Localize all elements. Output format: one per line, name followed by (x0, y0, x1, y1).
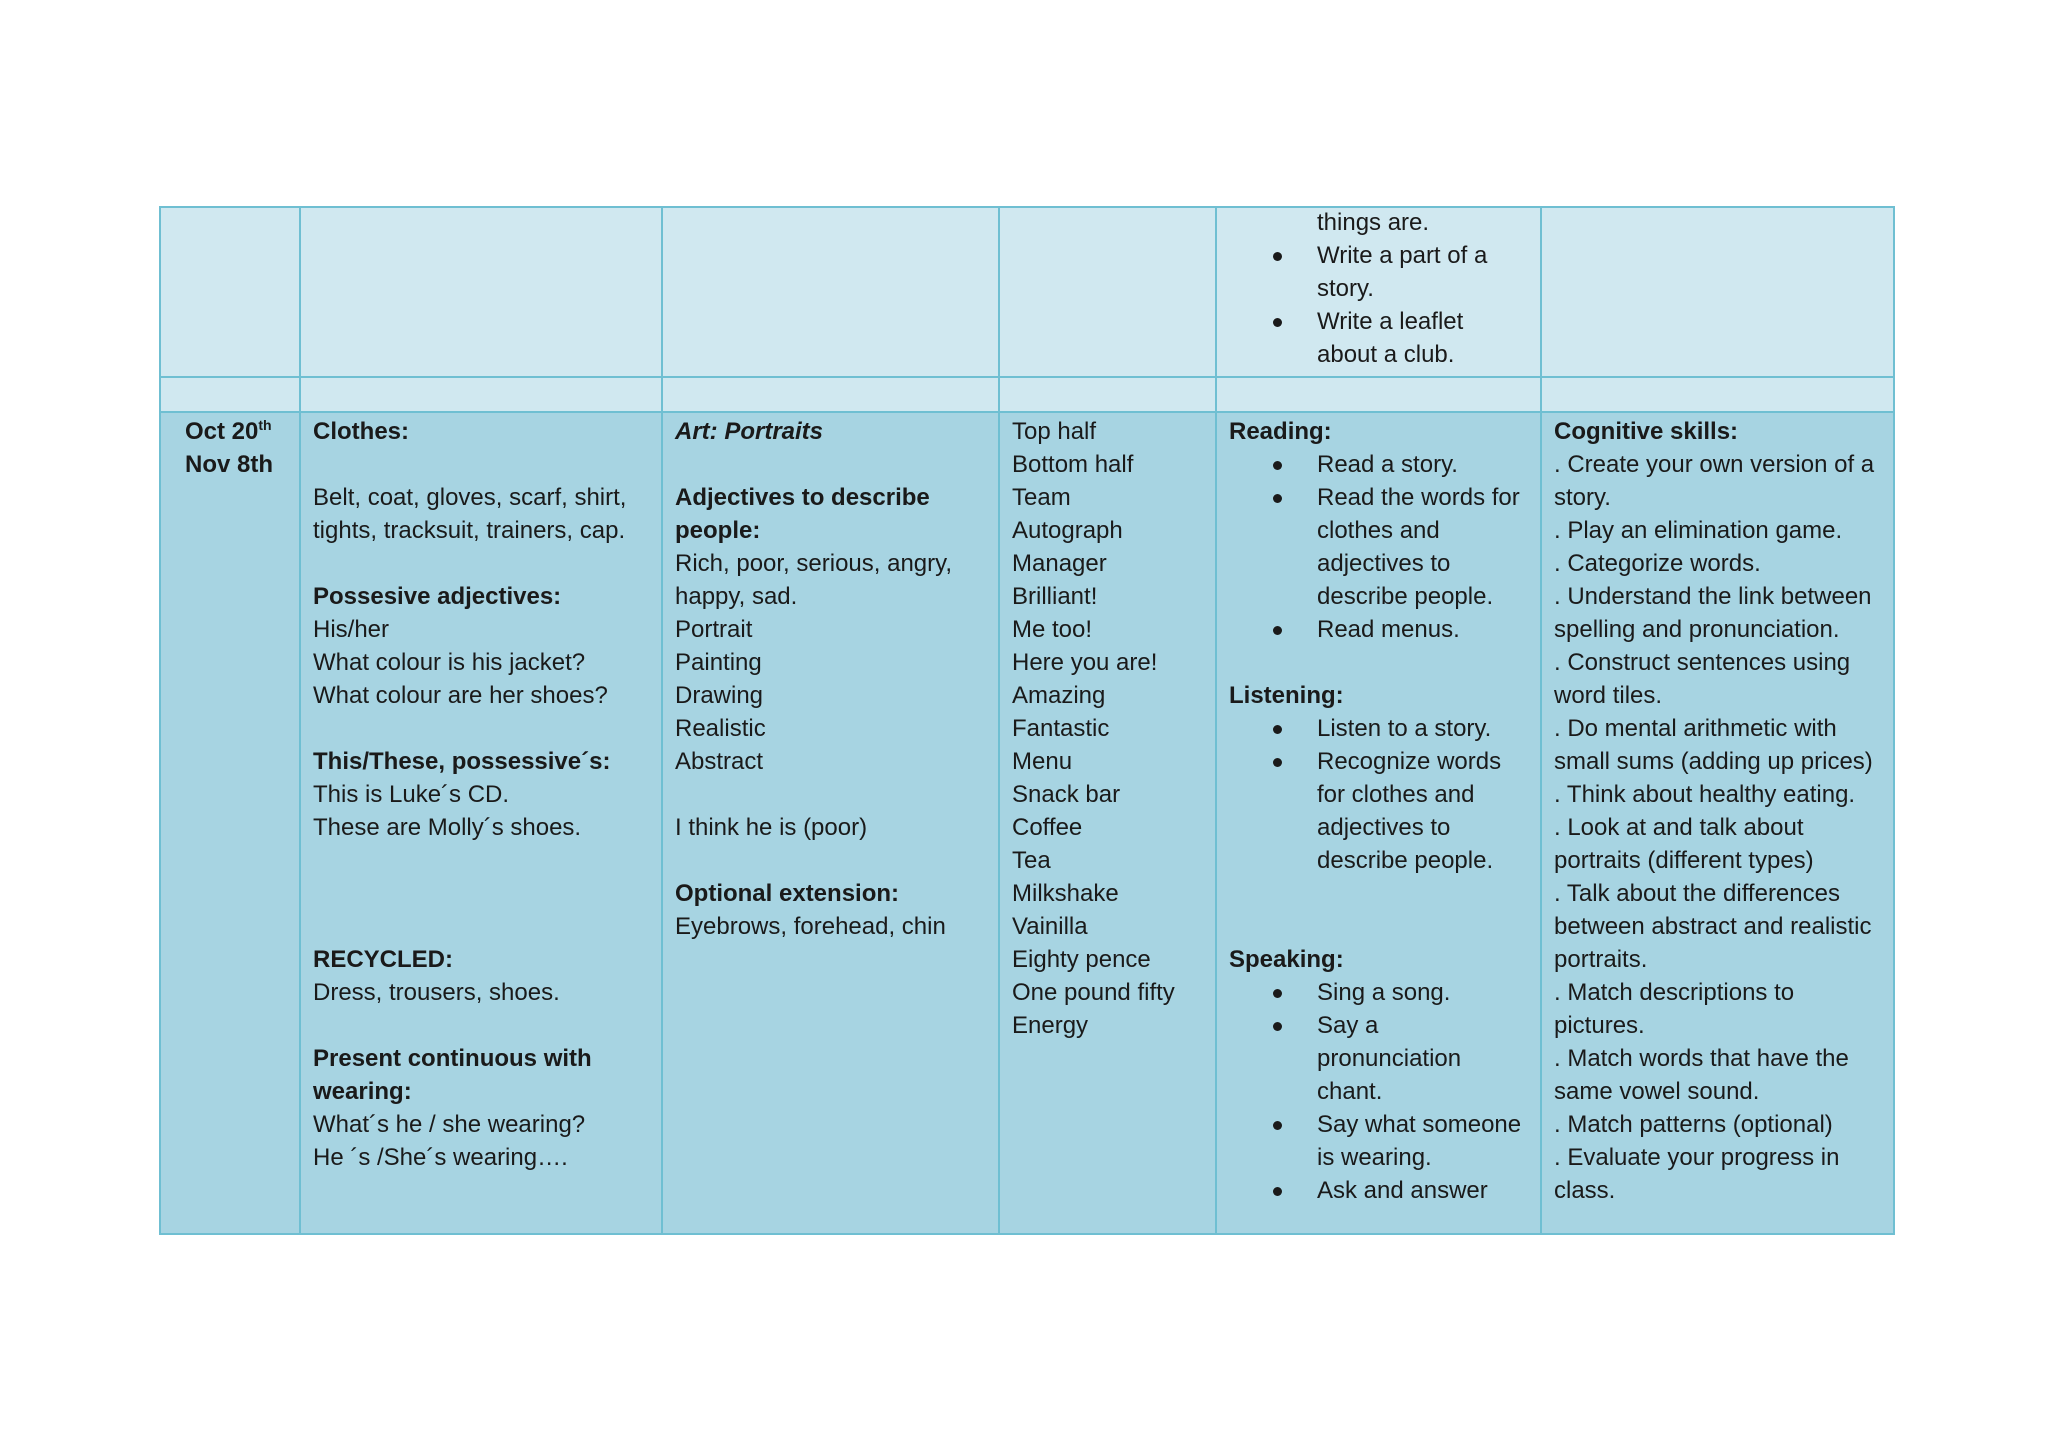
bullet-item: Say what someone is wearing. (1229, 1108, 1528, 1174)
bullet-item: Write a leaflet about a club. (1229, 305, 1528, 371)
continuation-text: things are. (1317, 209, 1430, 236)
vocab-item: Brilliant! (1012, 583, 1098, 610)
bullet-item: Write a part of a story. (1229, 239, 1528, 305)
art-heading: Art: Portraits (675, 418, 824, 445)
bullet-item: Ask and answer (1229, 1174, 1528, 1207)
think-line: I think he is (poor) (675, 814, 868, 841)
adjectives-text: Rich, poor, serious, angry, happy, sad. (675, 550, 959, 610)
bullet-dot-icon (1273, 318, 1282, 327)
bullet-dot-icon (1273, 1187, 1282, 1196)
cognitive-skill: . Construct sentences using word tiles. (1554, 649, 1857, 709)
this-these-line: This is Luke´s CD. (313, 781, 510, 808)
vocab-item: Manager (1012, 550, 1107, 577)
bullet-item: Sing a song. (1229, 976, 1528, 1009)
cognitive-skill: . Match words that have the same vowel sound. (1554, 1045, 1856, 1105)
spacer-cell (1215, 376, 1542, 413)
spacer-cell (998, 376, 1217, 413)
present-continuous-line: What´s he / she wearing? (313, 1111, 586, 1138)
art-word: Realistic (675, 715, 766, 742)
vocab-item: Tea (1012, 847, 1051, 874)
vocab-item: Bottom half (1012, 451, 1134, 478)
bullet-dot-icon (1273, 989, 1282, 998)
bullet-dot-icon (1273, 461, 1282, 470)
cell-cross-curricular-empty (661, 206, 1000, 378)
cell-skills-continued (1215, 206, 1542, 378)
spacer-cell (299, 376, 663, 413)
bullet-item: Listen to a story. (1229, 712, 1528, 745)
bullet-item: Read menus. (1229, 613, 1528, 646)
cognitive-skill: . Play an elimination game. (1554, 517, 1843, 544)
table-row-spacer (159, 378, 1895, 413)
bullet-dot-icon (1273, 626, 1282, 635)
recycled-heading: RECYCLED: (313, 946, 454, 973)
cognitive-skill: . Categorize words. (1554, 550, 1761, 577)
present-continuous-line: He ´s /She´s wearing…. (313, 1144, 568, 1171)
vocab-item: Amazing (1012, 682, 1106, 709)
this-these-line: These are Molly´s shoes. (313, 814, 582, 841)
spacer-cell (661, 376, 1000, 413)
cell-date (159, 411, 301, 1235)
table-row-oct-nov (159, 413, 1895, 1235)
cell-expressions (998, 411, 1217, 1235)
cell-vocabulary-empty (299, 206, 663, 378)
recycled-text: Dress, trousers, shoes. (313, 979, 560, 1006)
cognitive-skill: . Create your own version of a story. (1554, 451, 1881, 511)
clothes-heading: Clothes: (313, 418, 409, 445)
vocab-item: Energy (1012, 1012, 1089, 1039)
vocab-item: Here you are! (1012, 649, 1158, 676)
bullet-dot-icon (1273, 1121, 1282, 1130)
cognitive-skill: . Do mental arithmetic with small sums (adding up prices) (1554, 715, 1873, 775)
clothes-list: Belt, coat, gloves, scarf, shirt, tights, tracksuit, trainers, cap. (313, 484, 634, 544)
possessive-line: His/her (313, 616, 390, 643)
vocab-item: Eighty pence (1012, 946, 1151, 973)
bullet-dot-icon (1273, 252, 1282, 261)
bullet-dot-icon (1273, 494, 1282, 503)
present-continuous-heading: Present continuous with wearing: (313, 1045, 599, 1105)
bullet-item: Recognize words for clothes and adjectives to describe people. (1229, 745, 1528, 877)
vocab-item: Menu (1012, 748, 1073, 775)
cell-vocabulary-grammar (299, 411, 663, 1235)
art-word: Portrait (675, 616, 753, 643)
adjectives-heading: Adjectives to describe people: (675, 484, 937, 544)
vocab-item: Top half (1012, 418, 1097, 445)
cell-expressions-empty (998, 206, 1217, 378)
table-row-continued (159, 208, 1895, 378)
vocab-item: Vainilla (1012, 913, 1088, 940)
date-end: Nov 8th (185, 451, 274, 478)
bullet-item: Say a pronunciation chant. (1229, 1009, 1528, 1108)
bullet-item: Read a story. (1229, 448, 1528, 481)
cognitive-skill: . Talk about the differences between abstract and realistic portraits. (1554, 880, 1879, 973)
vocab-item: Snack bar (1012, 781, 1121, 808)
vocab-item: Fantastic (1012, 715, 1110, 742)
cognitive-skill: . Match patterns (optional) (1554, 1111, 1833, 1138)
spacer-cell (159, 376, 301, 413)
art-word: Abstract (675, 748, 764, 775)
possessive-heading: Possesive adjectives: (313, 583, 562, 610)
optional-text: Eyebrows, forehead, chin (675, 913, 946, 940)
art-word: Drawing (675, 682, 764, 709)
vocab-item: Coffee (1012, 814, 1083, 841)
possessive-line: What colour is his jacket? (313, 649, 586, 676)
cell-skills (1215, 411, 1542, 1235)
bullet-dot-icon (1273, 725, 1282, 734)
speaking-heading: Speaking: (1229, 946, 1344, 973)
cognitive-skill: . Think about healthy eating. (1554, 781, 1856, 808)
this-these-heading: This/These, possessive´s: (313, 748, 611, 775)
cognitive-skill: . Understand the link between spelling and pronunciation. (1554, 583, 1879, 643)
cell-cross-curricular (661, 411, 1000, 1235)
bullet-dot-icon (1273, 1022, 1282, 1031)
vocab-item: Milkshake (1012, 880, 1119, 907)
spacer-cell (1540, 376, 1895, 413)
bullet-item: Read the words for clothes and adjectives to describe people. (1229, 481, 1528, 613)
vocab-item: Autograph (1012, 517, 1123, 544)
bullet-dot-icon (1273, 758, 1282, 767)
vocab-item: Team (1012, 484, 1071, 511)
vocab-item: One pound fifty (1012, 979, 1175, 1006)
cognitive-skill: . Evaluate your progress in class. (1554, 1144, 1847, 1204)
cognitive-heading: Cognitive skills: (1554, 418, 1739, 445)
optional-heading: Optional extension: (675, 880, 900, 907)
possessive-line: What colour are her shoes? (313, 682, 608, 709)
art-word: Painting (675, 649, 762, 676)
cell-cognitive-empty (1540, 206, 1895, 378)
cognitive-skill: . Look at and talk about portraits (different types) (1554, 814, 1814, 874)
listening-heading: Listening: (1229, 682, 1344, 709)
cognitive-skill: . Match descriptions to pictures. (1554, 979, 1801, 1039)
vocab-item: Me too! (1012, 616, 1093, 643)
date-start: Oct 20th (185, 417, 272, 445)
cell-cognitive-skills (1540, 411, 1895, 1235)
cell-date-empty (159, 206, 301, 378)
syllabus-table (159, 208, 1895, 1235)
reading-heading: Reading: (1229, 418, 1332, 445)
